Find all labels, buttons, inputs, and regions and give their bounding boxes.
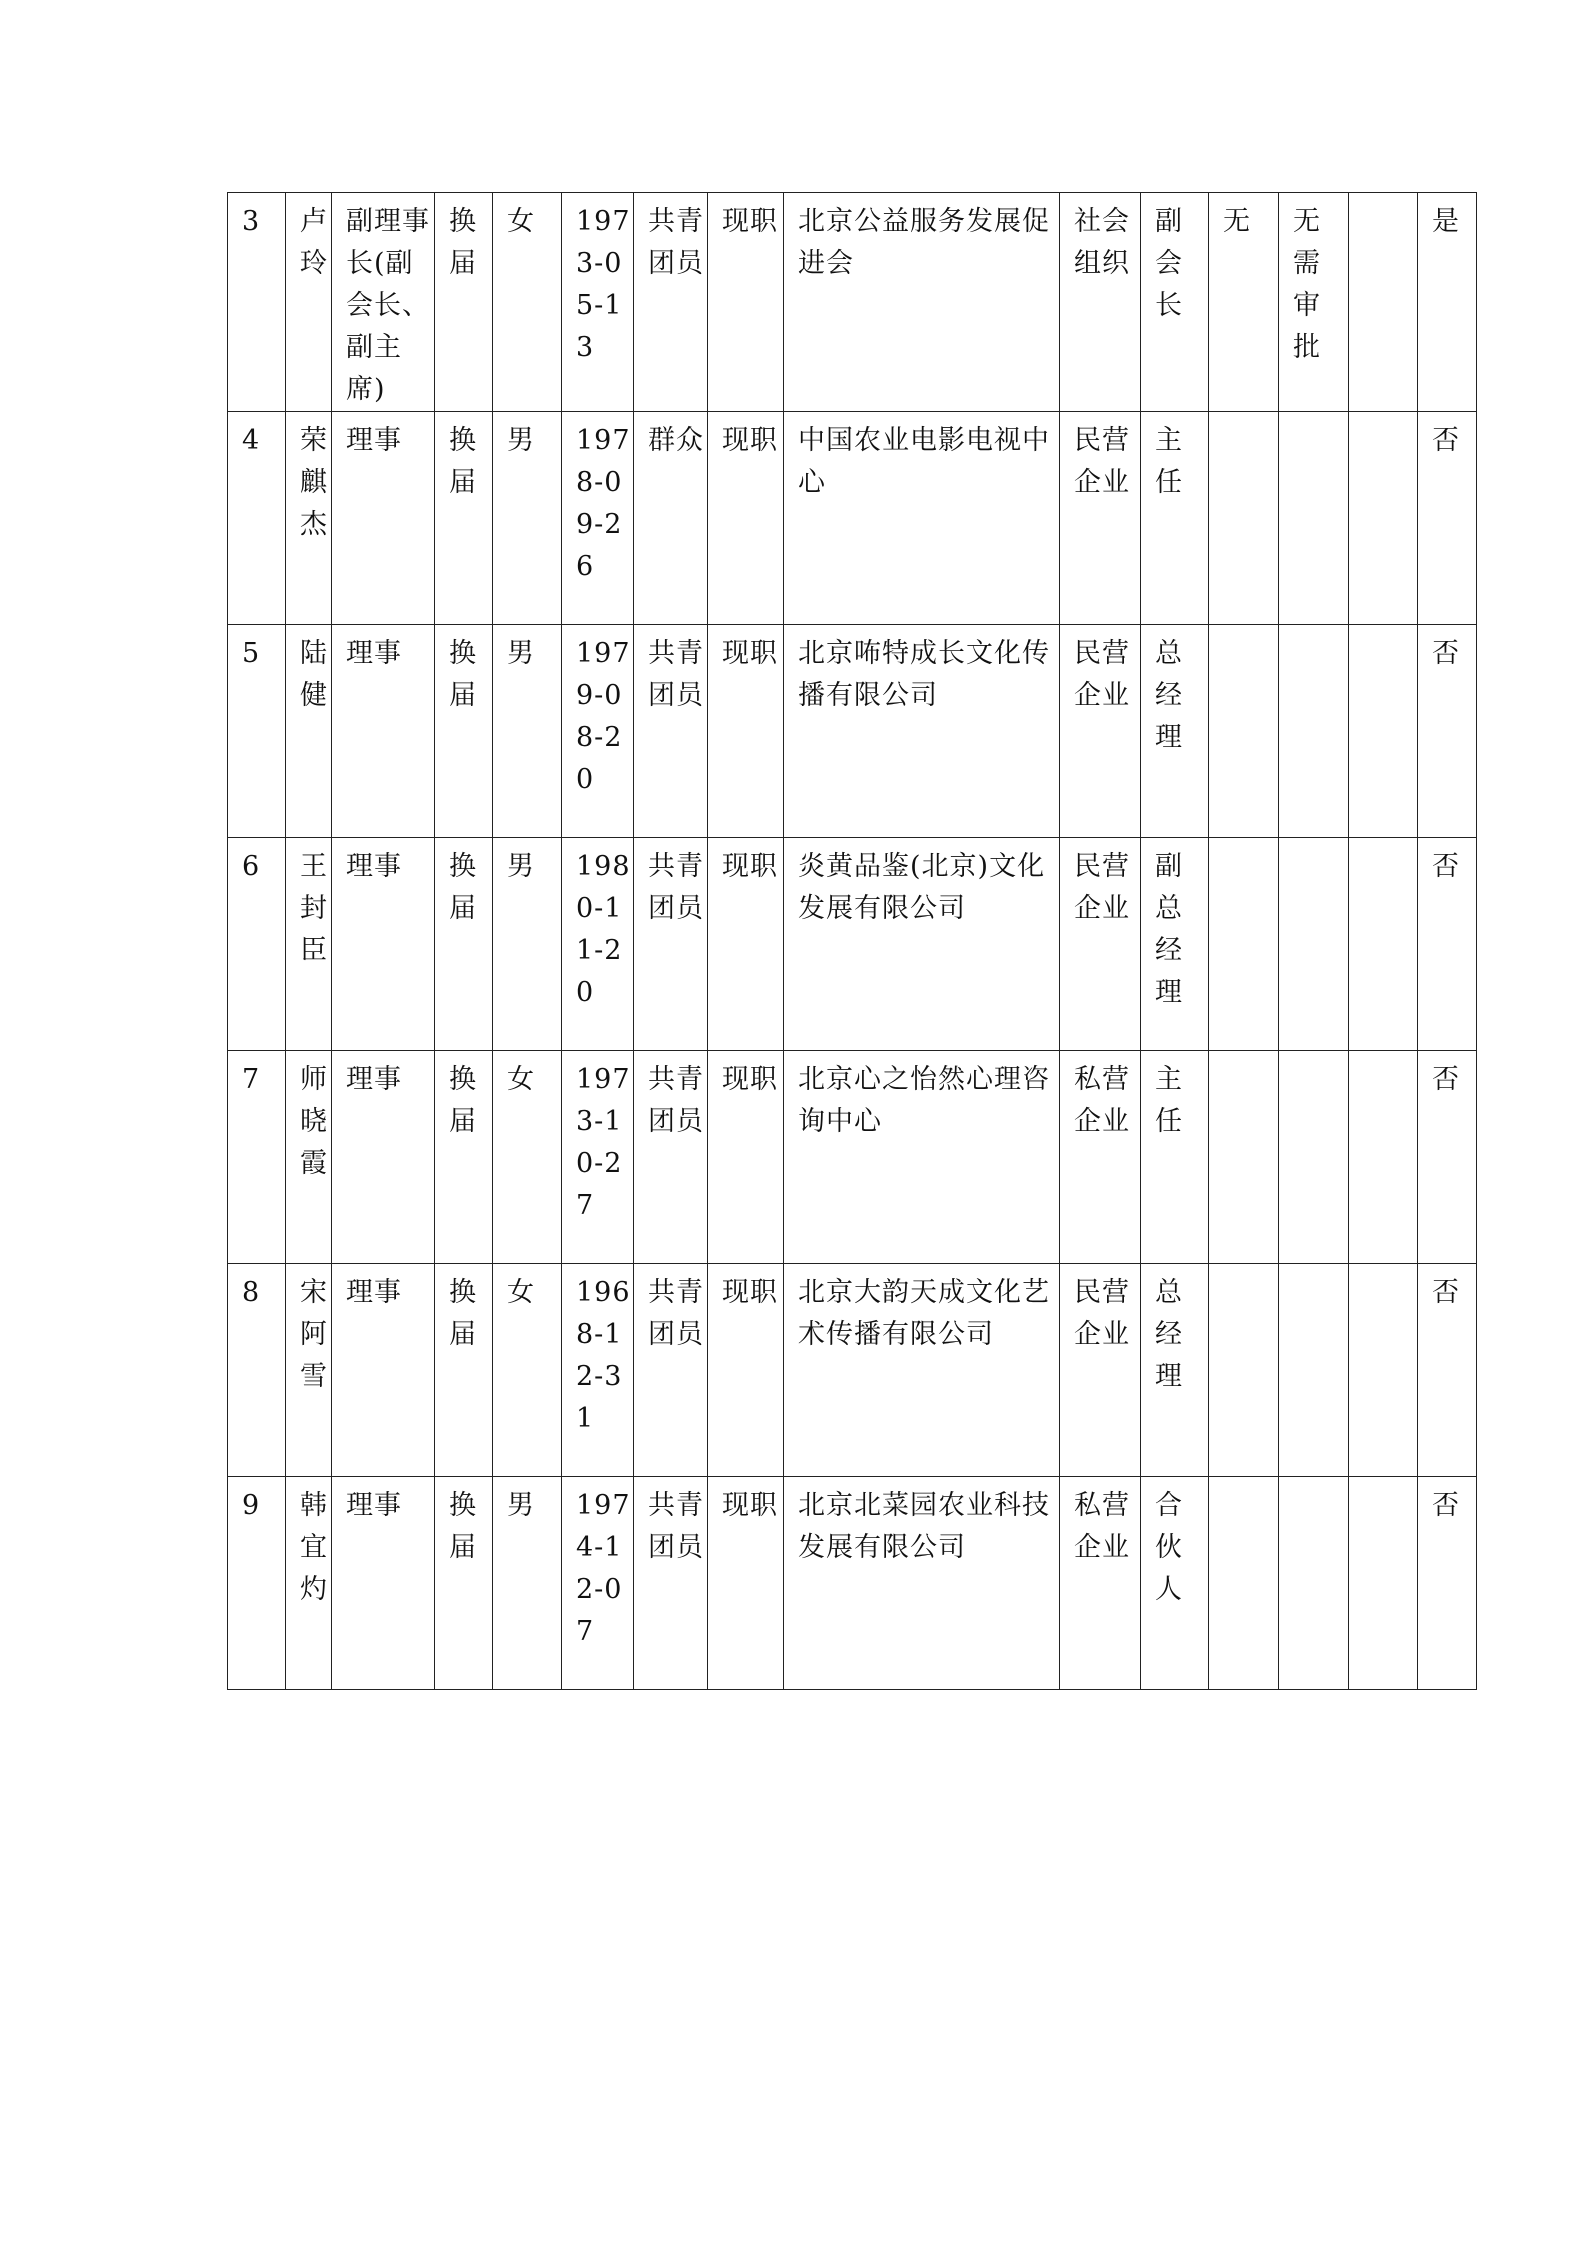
cell-position: 理事 xyxy=(332,625,435,838)
cell-gender: 男 xyxy=(493,625,562,838)
cell-method: 换届 xyxy=(435,1264,493,1477)
cell-political-status: 共青团员 xyxy=(634,838,708,1051)
cell-number: 9 xyxy=(228,1477,286,1690)
cell-method: 换届 xyxy=(435,193,493,412)
cell-birth-date: 1973-05-13 xyxy=(562,193,634,412)
cell-name: 韩宜灼 xyxy=(286,1477,332,1690)
cell-employer: 北京公益服务发展促进会 xyxy=(784,193,1060,412)
cell-extra-3 xyxy=(1349,1264,1418,1477)
cell-position: 理事 xyxy=(332,412,435,625)
table-row xyxy=(228,838,1477,1051)
cell-birth-date: 1978-09-26 xyxy=(562,412,634,625)
cell-extra-2 xyxy=(1279,412,1349,625)
cell-job-status: 现职 xyxy=(708,412,784,625)
cell-number: 3 xyxy=(228,193,286,412)
cell-job-status: 现职 xyxy=(708,625,784,838)
cell-position: 副理事长(副会长、副主席) xyxy=(332,193,435,412)
cell-flag: 否 xyxy=(1418,1051,1477,1264)
cell-extra-2 xyxy=(1279,1264,1349,1477)
cell-number: 5 xyxy=(228,625,286,838)
cell-extra-1 xyxy=(1209,625,1279,838)
table-row xyxy=(228,1477,1477,1690)
table-row xyxy=(228,1051,1477,1264)
cell-method: 换届 xyxy=(435,1477,493,1690)
cell-method: 换届 xyxy=(435,625,493,838)
cell-employer-type: 民营企业 xyxy=(1060,838,1141,1051)
cell-employer: 北京咘特成长文化传播有限公司 xyxy=(784,625,1060,838)
cell-number: 7 xyxy=(228,1051,286,1264)
cell-extra-3 xyxy=(1349,838,1418,1051)
cell-job-status: 现职 xyxy=(708,1264,784,1477)
cell-position: 理事 xyxy=(332,1264,435,1477)
cell-job-title: 合伙人 xyxy=(1141,1477,1209,1690)
cell-employer-type: 私营企业 xyxy=(1060,1477,1141,1690)
cell-job-status: 现职 xyxy=(708,1477,784,1690)
cell-flag: 否 xyxy=(1418,1264,1477,1477)
table-row xyxy=(228,412,1477,625)
table-row xyxy=(228,193,1477,412)
cell-extra-3 xyxy=(1349,625,1418,838)
cell-employer-type: 民营企业 xyxy=(1060,412,1141,625)
cell-method: 换届 xyxy=(435,1051,493,1264)
table-row xyxy=(228,625,1477,838)
cell-gender: 男 xyxy=(493,1477,562,1690)
cell-name: 荣麒杰 xyxy=(286,412,332,625)
cell-employer: 北京北菜园农业科技发展有限公司 xyxy=(784,1477,1060,1690)
cell-extra-1 xyxy=(1209,1477,1279,1690)
cell-extra-3 xyxy=(1349,1051,1418,1264)
cell-extra-2: 无需审批 xyxy=(1279,193,1349,412)
cell-employer: 中国农业电影电视中心 xyxy=(784,412,1060,625)
cell-extra-3 xyxy=(1349,1477,1418,1690)
cell-flag: 否 xyxy=(1418,1477,1477,1690)
cell-employer-type: 民营企业 xyxy=(1060,1264,1141,1477)
cell-employer: 北京心之怡然心理咨询中心 xyxy=(784,1051,1060,1264)
cell-gender: 男 xyxy=(493,412,562,625)
cell-job-title: 主任 xyxy=(1141,412,1209,625)
cell-political-status: 共青团员 xyxy=(634,1264,708,1477)
cell-number: 8 xyxy=(228,1264,286,1477)
cell-gender: 女 xyxy=(493,1264,562,1477)
cell-number: 4 xyxy=(228,412,286,625)
cell-flag: 否 xyxy=(1418,412,1477,625)
cell-name: 宋阿雪 xyxy=(286,1264,332,1477)
table-row xyxy=(228,1264,1477,1477)
cell-extra-1 xyxy=(1209,412,1279,625)
cell-extra-1 xyxy=(1209,1264,1279,1477)
cell-employer-type: 民营企业 xyxy=(1060,625,1141,838)
cell-birth-date: 1980-11-20 xyxy=(562,838,634,1051)
cell-method: 换届 xyxy=(435,412,493,625)
cell-extra-3 xyxy=(1349,193,1418,412)
cell-name: 王封臣 xyxy=(286,838,332,1051)
cell-flag: 否 xyxy=(1418,838,1477,1051)
cell-political-status: 共青团员 xyxy=(634,1051,708,1264)
cell-extra-1 xyxy=(1209,1051,1279,1264)
cell-position: 理事 xyxy=(332,838,435,1051)
cell-name: 师晓霞 xyxy=(286,1051,332,1264)
cell-job-title: 副总经理 xyxy=(1141,838,1209,1051)
cell-flag: 是 xyxy=(1418,193,1477,412)
cell-extra-2 xyxy=(1279,838,1349,1051)
cell-gender: 男 xyxy=(493,838,562,1051)
cell-employer-type: 私营企业 xyxy=(1060,1051,1141,1264)
cell-extra-1 xyxy=(1209,838,1279,1051)
cell-job-status: 现职 xyxy=(708,838,784,1051)
cell-position: 理事 xyxy=(332,1051,435,1264)
cell-extra-2 xyxy=(1279,625,1349,838)
cell-gender: 女 xyxy=(493,193,562,412)
cell-employer: 炎黄品鉴(北京)文化发展有限公司 xyxy=(784,838,1060,1051)
cell-birth-date: 1974-12-07 xyxy=(562,1477,634,1690)
cell-extra-3 xyxy=(1349,412,1418,625)
cell-extra-1: 无 xyxy=(1209,193,1279,412)
cell-name: 陆健 xyxy=(286,625,332,838)
member-table xyxy=(227,192,1477,1690)
cell-political-status: 共青团员 xyxy=(634,193,708,412)
cell-job-title: 主任 xyxy=(1141,1051,1209,1264)
cell-employer: 北京大韵天成文化艺术传播有限公司 xyxy=(784,1264,1060,1477)
cell-number: 6 xyxy=(228,838,286,1051)
cell-birth-date: 1968-12-31 xyxy=(562,1264,634,1477)
cell-job-status: 现职 xyxy=(708,1051,784,1264)
cell-position: 理事 xyxy=(332,1477,435,1690)
cell-political-status: 群众 xyxy=(634,412,708,625)
cell-birth-date: 1973-10-27 xyxy=(562,1051,634,1264)
cell-name: 卢玲 xyxy=(286,193,332,412)
cell-gender: 女 xyxy=(493,1051,562,1264)
cell-political-status: 共青团员 xyxy=(634,625,708,838)
cell-employer-type: 社会组织 xyxy=(1060,193,1141,412)
cell-job-title: 总经理 xyxy=(1141,1264,1209,1477)
cell-birth-date: 1979-08-20 xyxy=(562,625,634,838)
table-body xyxy=(228,193,1477,1690)
cell-job-title: 副会长 xyxy=(1141,193,1209,412)
cell-job-status: 现职 xyxy=(708,193,784,412)
document-page xyxy=(227,192,1476,1690)
cell-extra-2 xyxy=(1279,1051,1349,1264)
cell-extra-2 xyxy=(1279,1477,1349,1690)
cell-method: 换届 xyxy=(435,838,493,1051)
cell-flag: 否 xyxy=(1418,625,1477,838)
cell-political-status: 共青团员 xyxy=(634,1477,708,1690)
cell-job-title: 总经理 xyxy=(1141,625,1209,838)
